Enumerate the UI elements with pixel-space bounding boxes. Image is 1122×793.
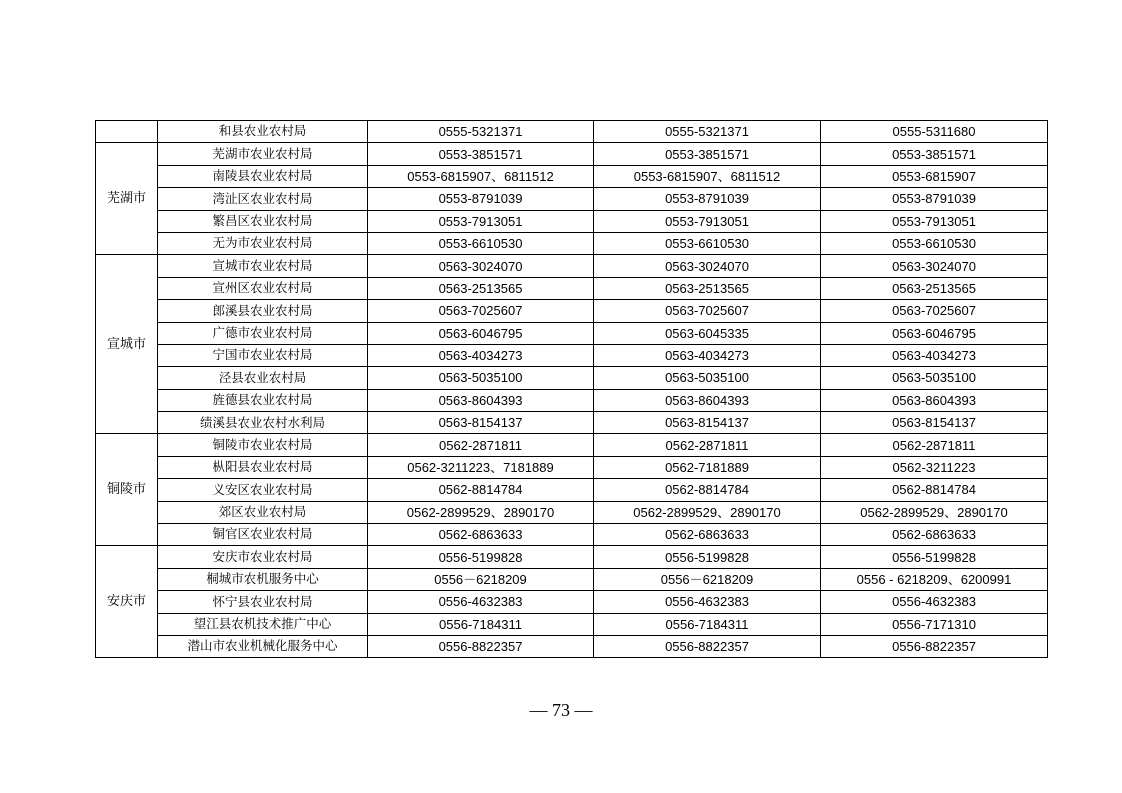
phone-cell-1: 0562-8814784	[368, 479, 594, 501]
table-row	[96, 210, 1048, 232]
table-row	[96, 546, 1048, 568]
city-cell: 安庆市	[96, 546, 158, 658]
agency-name-cell: 泾县农业农村局	[158, 367, 368, 389]
city-cell	[96, 121, 158, 143]
table-row	[96, 479, 1048, 501]
phone-cell-1: 0555-5321371	[368, 121, 594, 143]
agency-name-cell: 广德市农业农村局	[158, 322, 368, 344]
phone-cell-2: 0553-6815907、6811512	[594, 165, 821, 187]
phone-cell-2: 0563-2513565	[594, 277, 821, 299]
phone-cell-3: 0553-6610530	[821, 232, 1048, 254]
agency-name-cell: 安庆市农业农村局	[158, 546, 368, 568]
agency-name-cell: 望江县农机技术推广中心	[158, 613, 368, 635]
phone-cell-1: 0563-7025607	[368, 300, 594, 322]
agency-contact-table	[95, 120, 1048, 658]
phone-cell-3: 0553-7913051	[821, 210, 1048, 232]
page-number: — 73 —	[529, 700, 593, 720]
phone-cell-2: 0562-7181889	[594, 456, 821, 478]
agency-name-cell: 潜山市农业机械化服务中心	[158, 635, 368, 657]
phone-cell-3: 0563-3024070	[821, 255, 1048, 277]
agency-name-cell: 桐城市农机服务中心	[158, 568, 368, 590]
table-row	[96, 322, 1048, 344]
table-row	[96, 143, 1048, 165]
phone-cell-1: 0562-2899529、2890170	[368, 501, 594, 523]
table-row	[96, 255, 1048, 277]
phone-cell-2: 0556－6218209	[594, 568, 821, 590]
phone-cell-1: 0553-6815907、6811512	[368, 165, 594, 187]
phone-cell-3: 0556-5199828	[821, 546, 1048, 568]
phone-cell-2: 0556-7184311	[594, 613, 821, 635]
agency-name-cell: 宁国市农业农村局	[158, 344, 368, 366]
table-row	[96, 524, 1048, 546]
phone-cell-3: 0555-5311680	[821, 121, 1048, 143]
phone-cell-2: 0556-8822357	[594, 635, 821, 657]
phone-cell-2: 0563-5035100	[594, 367, 821, 389]
phone-cell-2: 0562-8814784	[594, 479, 821, 501]
phone-cell-1: 0553-3851571	[368, 143, 594, 165]
agency-name-cell: 芜湖市农业农村局	[158, 143, 368, 165]
agency-name-cell: 铜官区农业农村局	[158, 524, 368, 546]
phone-cell-1: 0556-4632383	[368, 591, 594, 613]
phone-cell-3: 0563-8154137	[821, 412, 1048, 434]
agency-name-cell: 旌德县农业农村局	[158, 389, 368, 411]
phone-cell-2: 0556-5199828	[594, 546, 821, 568]
table-row	[96, 121, 1048, 143]
phone-cell-2: 0553-7913051	[594, 210, 821, 232]
city-cell: 宣城市	[96, 255, 158, 434]
phone-cell-2: 0553-3851571	[594, 143, 821, 165]
phone-cell-1: 0562-3211223、7181889	[368, 456, 594, 478]
phone-cell-3: 0556-8822357	[821, 635, 1048, 657]
agency-name-cell: 郊区农业农村局	[158, 501, 368, 523]
table-row	[96, 635, 1048, 657]
agency-name-cell: 铜陵市农业农村局	[158, 434, 368, 456]
phone-cell-2: 0555-5321371	[594, 121, 821, 143]
agency-name-cell: 义安区农业农村局	[158, 479, 368, 501]
phone-cell-3: 0562-3211223	[821, 456, 1048, 478]
table-row	[96, 613, 1048, 635]
phone-cell-2: 0563-6045335	[594, 322, 821, 344]
phone-cell-1: 0562-2871811	[368, 434, 594, 456]
agency-name-cell: 郎溪县农业农村局	[158, 300, 368, 322]
phone-cell-3: 0563-4034273	[821, 344, 1048, 366]
agency-name-cell: 无为市农业农村局	[158, 232, 368, 254]
phone-cell-3: 0563-6046795	[821, 322, 1048, 344]
phone-cell-1: 0556-5199828	[368, 546, 594, 568]
phone-cell-3: 0563-7025607	[821, 300, 1048, 322]
phone-cell-1: 0563-4034273	[368, 344, 594, 366]
phone-cell-1: 0562-6863633	[368, 524, 594, 546]
phone-cell-3: 0553-6815907	[821, 165, 1048, 187]
phone-cell-1: 0563-5035100	[368, 367, 594, 389]
table-row	[96, 591, 1048, 613]
agency-name-cell: 湾沚区农业农村局	[158, 188, 368, 210]
table-row	[96, 501, 1048, 523]
phone-cell-1: 0556-8822357	[368, 635, 594, 657]
table-body	[96, 121, 1048, 658]
phone-cell-1: 0563-2513565	[368, 277, 594, 299]
phone-cell-1: 0563-8604393	[368, 389, 594, 411]
phone-cell-2: 0563-4034273	[594, 344, 821, 366]
phone-cell-2: 0563-3024070	[594, 255, 821, 277]
agency-name-cell: 和县农业农村局	[158, 121, 368, 143]
phone-cell-3: 0556-4632383	[821, 591, 1048, 613]
phone-cell-1: 0553-7913051	[368, 210, 594, 232]
phone-cell-3: 0563-2513565	[821, 277, 1048, 299]
phone-cell-3: 0556-7171310	[821, 613, 1048, 635]
phone-cell-2: 0562-6863633	[594, 524, 821, 546]
phone-cell-2: 0556-4632383	[594, 591, 821, 613]
agency-name-cell: 绩溪县农业农村水利局	[158, 412, 368, 434]
table-row	[96, 568, 1048, 590]
phone-cell-2: 0553-8791039	[594, 188, 821, 210]
phone-cell-3: 0562-2871811	[821, 434, 1048, 456]
phone-cell-2: 0563-8154137	[594, 412, 821, 434]
phone-cell-1: 0553-6610530	[368, 232, 594, 254]
table-row	[96, 165, 1048, 187]
phone-cell-3: 0553-8791039	[821, 188, 1048, 210]
table-row	[96, 300, 1048, 322]
table-row	[96, 367, 1048, 389]
agency-name-cell: 枞阳县农业农村局	[158, 456, 368, 478]
agency-name-cell: 宣州区农业农村局	[158, 277, 368, 299]
table-row	[96, 232, 1048, 254]
phone-cell-3: 0563-8604393	[821, 389, 1048, 411]
city-cell: 芜湖市	[96, 143, 158, 255]
agency-name-cell: 宣城市农业农村局	[158, 255, 368, 277]
phone-cell-3: 0562-8814784	[821, 479, 1048, 501]
table-row	[96, 434, 1048, 456]
phone-cell-2: 0553-6610530	[594, 232, 821, 254]
phone-cell-1: 0563-3024070	[368, 255, 594, 277]
phone-cell-3: 0562-6863633	[821, 524, 1048, 546]
phone-cell-1: 0563-6046795	[368, 322, 594, 344]
agency-name-cell: 繁昌区农业农村局	[158, 210, 368, 232]
phone-cell-3: 0563-5035100	[821, 367, 1048, 389]
phone-cell-1: 0556-7184311	[368, 613, 594, 635]
phone-cell-3: 0553-3851571	[821, 143, 1048, 165]
table-row	[96, 344, 1048, 366]
table-row	[96, 456, 1048, 478]
table-row	[96, 412, 1048, 434]
agency-name-cell: 怀宁县农业农村局	[158, 591, 368, 613]
table-row	[96, 188, 1048, 210]
table-row	[96, 277, 1048, 299]
table-row	[96, 389, 1048, 411]
phone-cell-2: 0563-8604393	[594, 389, 821, 411]
phone-cell-3: 0556 - 6218209、6200991	[821, 568, 1048, 590]
phone-cell-2: 0562-2899529、2890170	[594, 501, 821, 523]
phone-cell-1: 0556－6218209	[368, 568, 594, 590]
agency-name-cell: 南陵县农业农村局	[158, 165, 368, 187]
phone-cell-2: 0563-7025607	[594, 300, 821, 322]
city-cell: 铜陵市	[96, 434, 158, 546]
phone-cell-1: 0563-8154137	[368, 412, 594, 434]
phone-cell-1: 0553-8791039	[368, 188, 594, 210]
phone-cell-3: 0562-2899529、2890170	[821, 501, 1048, 523]
phone-cell-2: 0562-2871811	[594, 434, 821, 456]
